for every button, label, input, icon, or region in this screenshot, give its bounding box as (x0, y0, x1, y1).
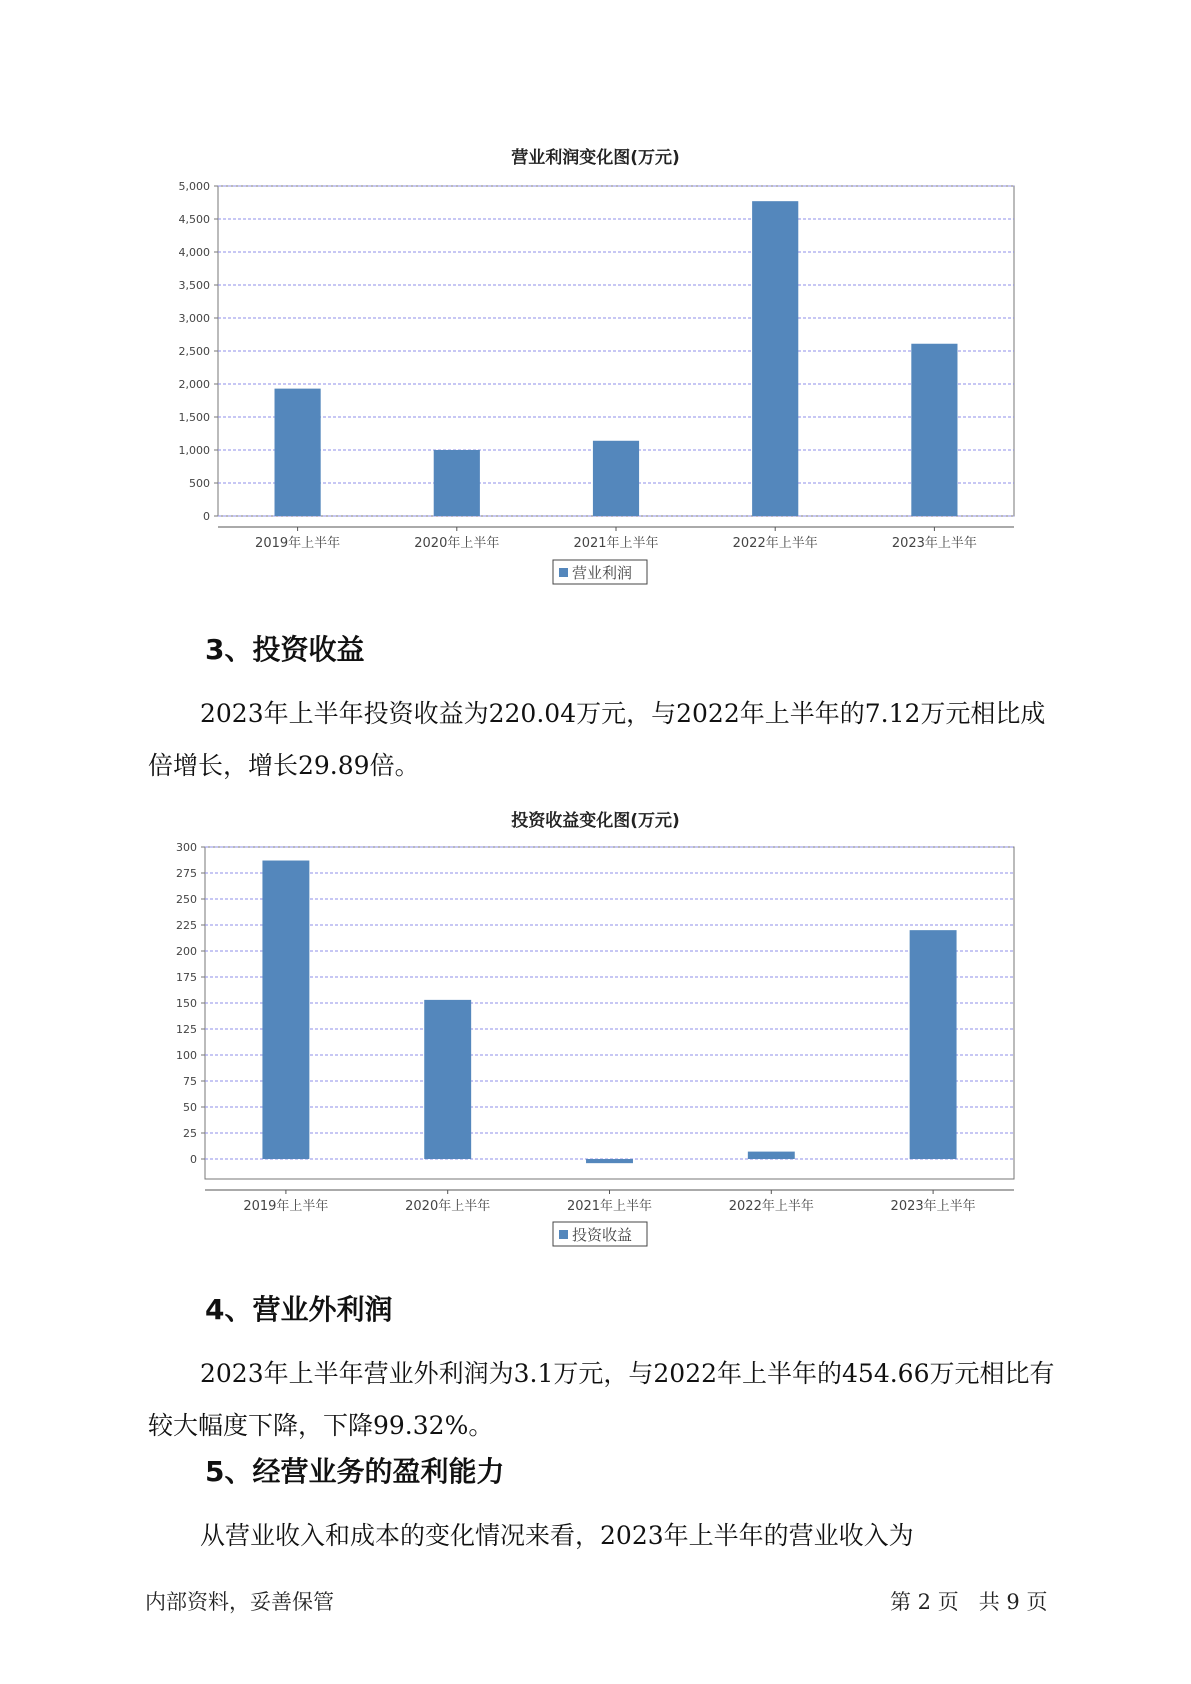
y-tick-label: 100 (176, 1049, 197, 1062)
bar-2022年上半年 (748, 1152, 795, 1159)
x-tick-label: 2021年上半年 (566, 1199, 653, 1214)
y-tick-label: 4,000 (178, 246, 210, 259)
bar-2020年上半年 (424, 1000, 471, 1159)
y-tick-label: 0 (190, 1153, 197, 1166)
chart-title-investment-income: 投资收益变化图(万元) (511, 811, 680, 831)
footer-page-number: 第 2 页 共 9 页 (890, 1590, 1048, 1614)
legend-swatch (559, 1230, 568, 1239)
section-paragraph-non-operating-profit (148, 1348, 1068, 1452)
x-tick-label: 2020年上半年 (414, 536, 500, 551)
y-tick-label: 75 (183, 1075, 197, 1088)
x-tick-label: 2023年上半年 (891, 536, 977, 551)
bar-2021年上半年 (586, 1159, 633, 1163)
y-tick-label: 50 (183, 1101, 197, 1114)
section-heading-investment-income: 3、投资收益 (205, 633, 365, 666)
y-tick-label: 0 (203, 510, 210, 523)
y-tick-label: 150 (176, 997, 197, 1010)
x-tick-label: 2019年上半年 (243, 1199, 329, 1214)
y-tick-label: 1,000 (178, 444, 210, 457)
y-tick-label: 4,500 (178, 213, 210, 226)
y-tick-label: 5,000 (178, 180, 210, 193)
legend-label: 营业利润 (572, 564, 633, 582)
y-tick-label: 125 (176, 1023, 197, 1036)
section-heading-non-operating-profit: 4、营业外利润 (205, 1293, 393, 1326)
paragraph-text: 从营业收入和成本的变化情况来看，2023年上半年的营业收入为 (200, 1521, 914, 1550)
paragraph-text: 2023年上半年营业外利润为3.1万元，与2022年上半年的454.66万元相比有较大幅度下降，下降99.32%。 (148, 1359, 1055, 1440)
y-tick-label: 3,000 (178, 312, 210, 325)
y-tick-label: 275 (176, 867, 197, 880)
y-tick-label: 225 (176, 919, 197, 932)
legend-label: 投资收益 (572, 1226, 633, 1244)
plot-area (205, 847, 1014, 1179)
bar-2023年上半年 (910, 930, 957, 1159)
x-tick-label: 2019年上半年 (255, 536, 341, 551)
y-tick-label: 25 (183, 1127, 197, 1140)
x-tick-label: 2022年上半年 (732, 536, 818, 551)
bar-2019年上半年 (262, 861, 309, 1159)
y-tick-label: 200 (176, 945, 197, 958)
y-tick-label: 1,500 (178, 411, 210, 424)
y-tick-label: 2,500 (178, 345, 210, 358)
y-tick-label: 2,000 (178, 378, 210, 391)
x-tick-label: 2022年上半年 (728, 1199, 814, 1214)
chart-title-operating-profit: 营业利润变化图(万元) (511, 148, 680, 168)
section-paragraph-profitability (148, 1510, 1068, 1562)
footer-confidential-note: 内部资料，妥善保管 (145, 1590, 334, 1614)
x-tick-label: 2021年上半年 (573, 536, 659, 551)
y-tick-label: 3,500 (178, 279, 210, 292)
section-heading-profitability: 5、经营业务的盈利能力 (205, 1455, 505, 1488)
y-tick-label: 300 (176, 841, 197, 854)
y-tick-label: 500 (189, 477, 210, 490)
x-tick-label: 2020年上半年 (405, 1199, 491, 1214)
paragraph-text: 2023年上半年投资收益为220.04万元，与2022年上半年的7.12万元相比成倍增长，增长29.89倍。 (148, 699, 1046, 780)
y-tick-label: 175 (176, 971, 197, 984)
y-tick-label: 250 (176, 893, 197, 906)
x-tick-label: 2023年上半年 (890, 1199, 976, 1214)
